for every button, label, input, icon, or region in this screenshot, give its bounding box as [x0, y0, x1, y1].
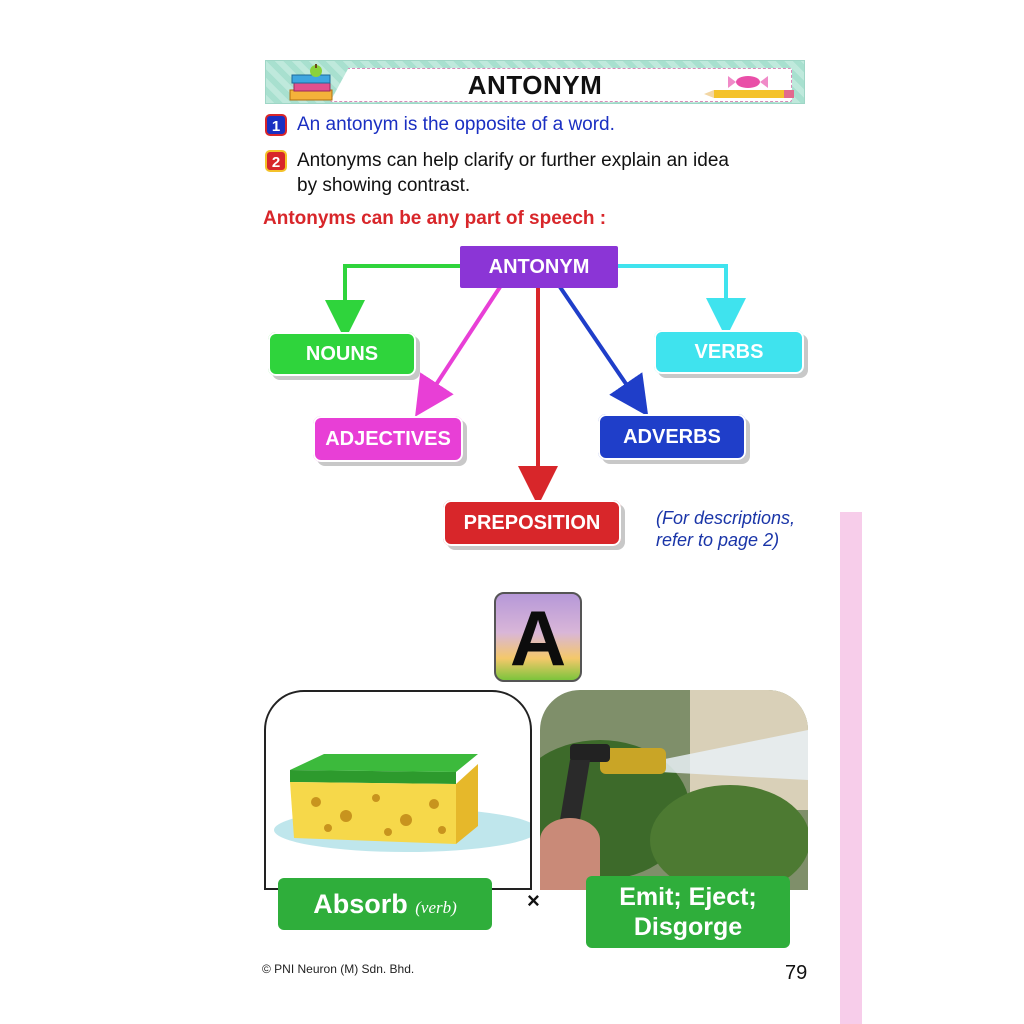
page-edge-tab [840, 512, 862, 1024]
node-adjectives: ADJECTIVES [313, 416, 463, 462]
arrow-to-nouns [345, 266, 460, 320]
point-1-badge: 1 [265, 114, 287, 136]
node-verbs: VERBS [654, 330, 804, 374]
node-adverbs: ADVERBS [598, 414, 746, 460]
point-1-text: An antonym is the opposite of a word. [297, 114, 615, 135]
opposite-line-2: Disgorge [633, 913, 743, 941]
sponge-card [264, 690, 532, 890]
arrow-to-adjectives [426, 287, 500, 400]
part-of-speech: (verb) [415, 898, 457, 917]
note-line-1: (For descriptions, [656, 508, 796, 528]
hose-spray-icon [540, 690, 808, 890]
hose-card [540, 690, 808, 890]
word-text: Absorb [313, 889, 408, 919]
diagram-root: ANTONYM [460, 246, 618, 288]
arrow-to-adverbs [560, 287, 637, 400]
arrow-to-verbs [618, 266, 726, 318]
point-2-badge: 2 [265, 150, 287, 172]
page-number: 79 [785, 962, 808, 984]
page-title: ANTONYM [467, 70, 603, 100]
opposite-line-1: Emit; Eject; [619, 883, 757, 911]
opposite-label [586, 876, 790, 948]
letter-tile [494, 592, 582, 682]
point-2-line-2: by showing contrast. [297, 175, 471, 196]
page-reference-note [656, 507, 795, 551]
opposite-separator: × [527, 888, 540, 913]
note-line-2: refer to page 2) [656, 530, 780, 550]
node-preposition: PREPOSITION [443, 500, 621, 546]
node-nouns: NOUNS [268, 332, 416, 376]
copyright: © PNI Neuron (M) Sdn. Bhd. [262, 962, 415, 976]
point-2-line-1: Antonyms can help clarify or further explain an idea [297, 150, 729, 171]
sponge-icon [266, 692, 530, 888]
word-label [278, 878, 492, 930]
subheading: Antonyms can be any part of speech : [263, 208, 607, 229]
letter-tile-text: A [509, 594, 567, 682]
